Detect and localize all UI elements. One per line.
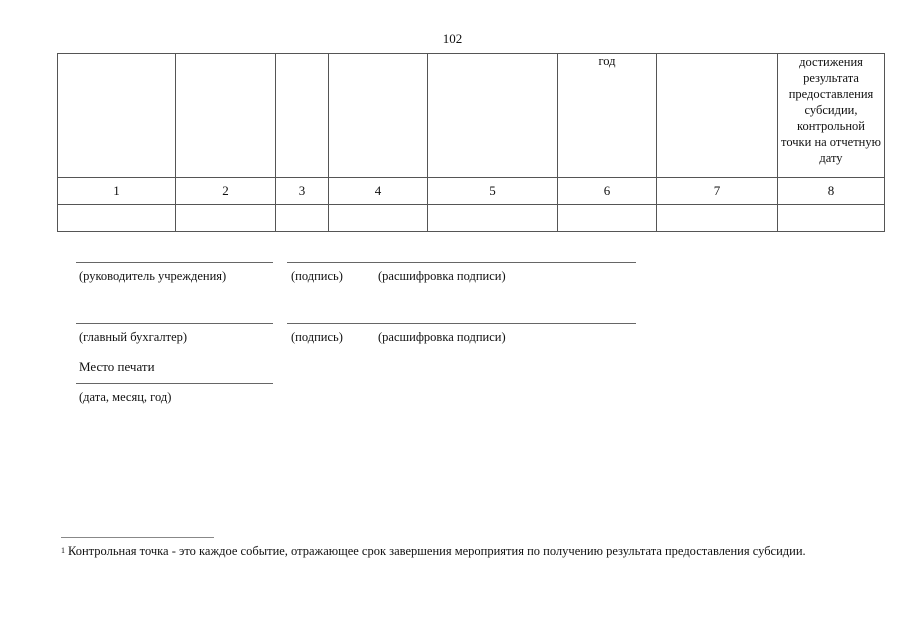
- accountant-signature-line: [287, 323, 636, 324]
- column-number: 7: [657, 178, 778, 205]
- column-number: 5: [428, 178, 558, 205]
- column-number: 2: [176, 178, 276, 205]
- table-cell[interactable]: [329, 205, 428, 232]
- column-number: 3: [276, 178, 329, 205]
- table-cell[interactable]: [176, 205, 276, 232]
- table-cell[interactable]: [778, 205, 885, 232]
- column-number: 1: [58, 178, 176, 205]
- table-header-row: [58, 54, 885, 178]
- header-cell: [657, 54, 778, 178]
- accountant-decoding-label: (расшифровка подписи): [378, 330, 506, 344]
- report-table: [57, 53, 885, 232]
- director-signature-line: [287, 262, 636, 263]
- column-number: 6: [558, 178, 657, 205]
- accountant-signature-label: (подпись): [291, 330, 343, 344]
- accountant-name-line: [76, 323, 273, 324]
- director-name-line: [76, 262, 273, 263]
- header-cell: [329, 54, 428, 178]
- seal-place: Место печати: [79, 359, 155, 374]
- header-cell: [176, 54, 276, 178]
- table-cell[interactable]: [558, 205, 657, 232]
- header-cell-year: год: [558, 54, 657, 178]
- header-cell: [428, 54, 558, 178]
- column-number: 4: [329, 178, 428, 205]
- header-cell-achievement: [778, 54, 885, 178]
- director-signature-label: (подпись): [291, 269, 343, 283]
- footnote-marker: 1: [61, 546, 65, 555]
- header-cell-achievement-text: достижения результата предоставления субсидии, контрольной точки на отчетную дату: [781, 55, 881, 165]
- table-cell[interactable]: [58, 205, 176, 232]
- accountant-label: (главный бухгалтер): [79, 330, 188, 344]
- footnote-text: Контрольная точка - это каждое событие, отражающее срок завершения мероприятия по получению результата предоставления субсидии.: [68, 544, 806, 558]
- header-cell: [58, 54, 176, 178]
- column-number-row: [58, 178, 885, 205]
- page-number: 102: [442, 31, 463, 46]
- table-row: [58, 205, 885, 232]
- column-number: 8: [778, 178, 885, 205]
- footnote: [61, 543, 851, 560]
- table-cell[interactable]: [657, 205, 778, 232]
- date-label: (дата, месяц, год): [79, 390, 172, 404]
- table-cell[interactable]: [428, 205, 558, 232]
- director-decoding-label: (расшифровка подписи): [378, 269, 506, 283]
- director-label: (руководитель учреждения): [79, 269, 227, 283]
- table-cell[interactable]: [276, 205, 329, 232]
- header-cell: [276, 54, 329, 178]
- footnote-rule: [61, 537, 214, 538]
- date-line: [76, 383, 273, 384]
